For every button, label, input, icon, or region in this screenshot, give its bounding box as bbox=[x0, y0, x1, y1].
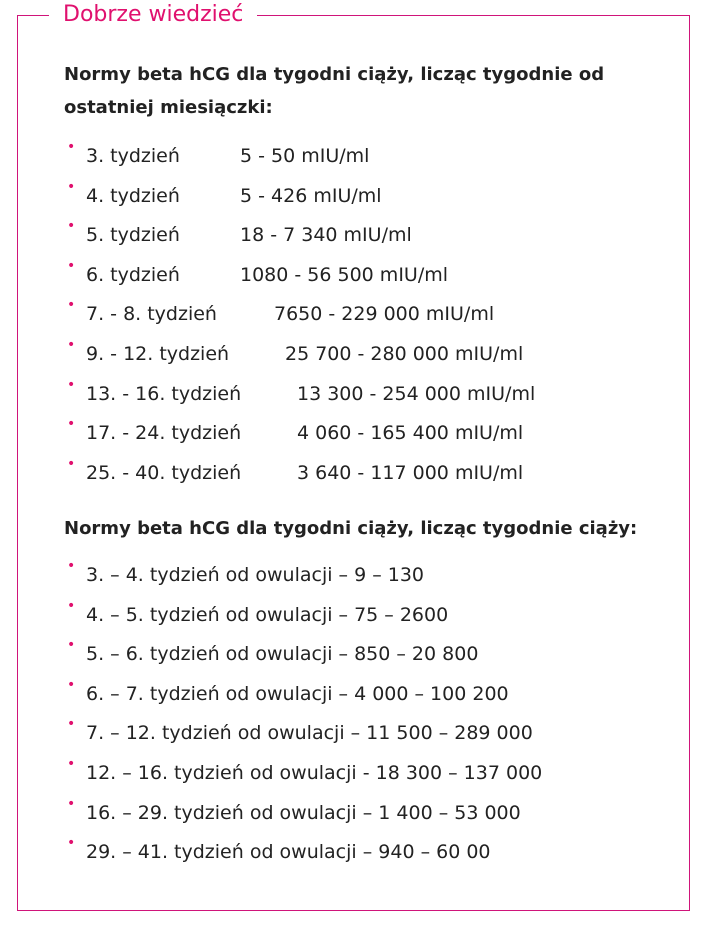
week-label: 25. - 40. tydzień bbox=[86, 461, 242, 484]
section-heading-pregnancy: Normy beta hCG dla tygodni ciąży, licząc tygodnie ciąży: bbox=[64, 518, 638, 539]
bullet-icon: • bbox=[67, 558, 76, 574]
norm-entry: 3. – 4. tydzień od owulacji – 9 – 130 bbox=[86, 564, 425, 586]
hcg-range: 7650 - 229 000 mIU/ml bbox=[274, 303, 495, 326]
week-label: 17. - 24. tydzień bbox=[86, 422, 242, 445]
norm-entry: 29. – 41. tydzień od owulacji – 940 – 60 00 bbox=[86, 841, 491, 864]
bullet-icon: • bbox=[67, 416, 76, 433]
norm-entry: 6. – 7. tydzień od owulacji – 4 000 – 100 200 bbox=[86, 682, 509, 705]
norm-entry: 7. – 12. tydzień od owulacji – 11 500 – 289 000 bbox=[86, 722, 533, 745]
bullet-icon: • bbox=[67, 297, 76, 314]
bullet-icon: • bbox=[67, 597, 76, 614]
bullet-icon: • bbox=[67, 637, 76, 654]
week-label: 5. tydzień bbox=[86, 224, 180, 247]
norm-entry: 16. – 29. tydzień od owulacji – 1 400 – 53 000 bbox=[86, 801, 521, 824]
bullet-icon: • bbox=[67, 257, 76, 274]
bullet-icon: • bbox=[67, 716, 76, 733]
week-label: 13. - 16. tydzień bbox=[86, 382, 242, 405]
bullet-icon: • bbox=[67, 178, 76, 195]
week-label: 6. tydzień bbox=[86, 263, 180, 286]
hcg-range: 5 - 50 mIU/ml bbox=[240, 145, 370, 167]
hcg-range: 1080 - 56 500 mIU/ml bbox=[240, 263, 449, 286]
hcg-range: 25 700 - 280 000 mIU/ml bbox=[285, 342, 524, 365]
bullet-icon: • bbox=[67, 795, 76, 812]
hcg-range: 13 300 - 254 000 mIU/ml bbox=[297, 382, 536, 405]
hcg-range: 5 - 426 mIU/ml bbox=[240, 184, 382, 207]
bullet-icon: • bbox=[67, 218, 76, 235]
bullet-icon: • bbox=[67, 376, 76, 393]
week-label: 3. tydzień bbox=[86, 145, 180, 167]
bullet-icon: • bbox=[67, 139, 76, 155]
week-label: 7. - 8. tydzień bbox=[86, 303, 217, 326]
hcg-range: 18 - 7 340 mIU/ml bbox=[240, 224, 412, 247]
hcg-range: 3 640 - 117 000 mIU/ml bbox=[297, 461, 524, 484]
bullet-icon: • bbox=[67, 755, 76, 772]
bullet-icon: • bbox=[67, 835, 76, 852]
week-label: 4. tydzień bbox=[86, 184, 180, 207]
box-title: Dobrze wiedzieć bbox=[49, 0, 257, 30]
norm-entry: 12. – 16. tydzień od owulacji - 18 300 – 137 000 bbox=[86, 761, 543, 784]
norm-entry: 4. – 5. tydzień od owulacji – 75 – 2600 bbox=[86, 603, 449, 626]
norm-entry: 5. – 6. tydzień od owulacji – 850 – 20 800 bbox=[86, 643, 479, 666]
bullet-icon: • bbox=[67, 455, 76, 472]
hcg-range: 4 060 - 165 400 mIU/ml bbox=[297, 422, 524, 445]
section-heading-lmp: Normy beta hCG dla tygodni ciąży, licząc tygodnie od ostatniej miesiączki: bbox=[64, 64, 605, 118]
bullet-icon: • bbox=[67, 336, 76, 353]
week-label: 9. - 12. tydzień bbox=[86, 342, 230, 365]
bullet-icon: • bbox=[67, 676, 76, 693]
